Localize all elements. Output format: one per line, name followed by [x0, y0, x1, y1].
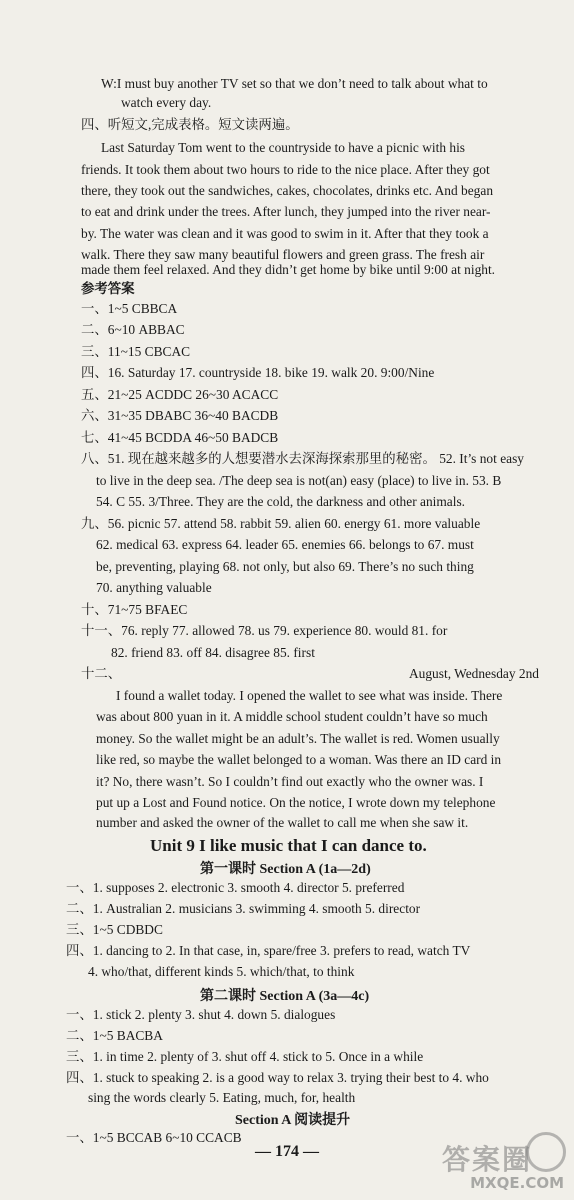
text-line: 十、71~75 BFAEC — [81, 602, 188, 617]
text-line: 一、1~5 BCCAB 6~10 CCACB — [66, 1130, 242, 1145]
watermark-ring-icon — [526, 1132, 566, 1172]
text-line: walk. There they saw many beautiful flowers and green grass. The fresh air — [81, 247, 485, 262]
text-line: 三、11~15 CBCAC — [81, 344, 191, 359]
text-line: made them feel relaxed. And they didn’t get home by bike until 9:00 at night. — [81, 262, 496, 277]
text-line: 四、听短文,完成表格。短文读两遍。 — [81, 117, 299, 132]
text-line: W:I must buy another TV set so that we don’t need to talk about what to — [101, 76, 488, 91]
page-number: — 174 — — [255, 1143, 319, 1160]
text-line: 三、1. in time 2. plenty of 3. shut off 4. stick to 5. Once in a while — [66, 1049, 424, 1064]
text-line: 五、21~25 ACDDC 26~30 ACACC — [81, 387, 279, 402]
text-line: watch every day. — [121, 95, 212, 110]
text-line: 八、51. 现在越来越多的人想要潜水去深海探索那里的秘密。 52. It’s not easy — [81, 451, 524, 466]
text-line: there, they took out the sandwiches, cakes, chocolates, drinks etc. And began — [81, 183, 494, 198]
text-line: 六、31~35 DBABC 36~40 BACDB — [81, 408, 279, 423]
text-line: 54. C 55. 3/Three. They are the cold, the darkness and other animals. — [96, 494, 466, 509]
text-line: be, preventing, playing 68. not only, but also 69. There’s no such thing — [96, 559, 474, 574]
text-line: 十一、76. reply 77. allowed 78. us 79. experience 80. would 81. for — [81, 623, 448, 638]
text-line: 82. friend 83. off 84. disagree 85. first — [111, 645, 315, 660]
text-line: 62. medical 63. express 64. leader 65. enemies 66. belongs to 67. must — [96, 537, 474, 552]
text-line: August, Wednesday 2nd — [409, 666, 539, 681]
text-line: was about 800 yuan in it. A middle school student couldn’t have so much — [96, 709, 488, 724]
text-line: 一、1~5 CBBCA — [81, 301, 178, 316]
text-line: 70. anything valuable — [96, 580, 212, 595]
text-line: to eat and drink under the trees. After lunch, they jumped into the river near- — [81, 204, 491, 219]
text-line: 三、1~5 CDBDC — [66, 922, 163, 937]
text-line: 四、1. dancing to 2. In that case, in, spare/free 3. prefers to read, watch TV — [66, 943, 471, 958]
text-line: 七、41~45 BCDDA 46~50 BADCB — [81, 430, 279, 445]
watermark-logo — [436, 1132, 566, 1194]
watermark-text-bottom: MXQE.COM — [470, 1174, 564, 1192]
text-line: 一、1. stick 2. plenty 3. shut 4. down 5. dialogues — [66, 1007, 336, 1022]
text-line: 二、1~5 BACBA — [66, 1028, 163, 1043]
text-line: 一、1. supposes 2. electronic 3. smooth 4. director 5. preferred — [66, 880, 405, 895]
text-line: Last Saturday Tom went to the countryside to have a picnic with his — [101, 140, 466, 155]
text-line: 二、1. Australian 2. musicians 3. swimming 4. smooth 5. director — [66, 901, 421, 916]
section-heading-2: 第二课时 Section A (3a—4c) — [200, 989, 370, 1004]
text-line: to live in the deep sea. /The deep sea is not(an) easy (place) to live in. 53. B — [96, 473, 502, 488]
text-line: by. The water was clean and it was good to swim in it. After that they took a — [81, 226, 489, 241]
text-line: 二、6~10 ABBAC — [81, 322, 185, 337]
text-line: number and asked the owner of the wallet to call me when she saw it. — [96, 815, 469, 830]
text-line: 四、16. Saturday 17. countryside 18. bike 19. walk 20. 9:00/Nine — [81, 365, 435, 380]
text-line: put up a Lost and Found notice. On the notice, I wrote down my telephone — [96, 795, 496, 810]
section-heading-1: 第一课时 Section A (1a—2d) — [200, 862, 371, 877]
text-line: I found a wallet today. I opened the wallet to see what was inside. There — [116, 688, 503, 703]
text-line: 九、56. picnic 57. attend 58. rabbit 59. alien 60. energy 61. more valuable — [81, 516, 481, 531]
text-line: it? No, there wasn’t. So I couldn’t find out exactly who the owner was. I — [96, 774, 484, 789]
text-line: 十二、 — [81, 666, 122, 681]
text-line: 4. who/that, different kinds 5. which/that, to think — [88, 964, 355, 979]
section-heading-3: Section A 阅读提升 — [235, 1113, 351, 1128]
text-line: like red, so maybe the wallet belonged to a woman. Was there an ID card in — [96, 752, 502, 767]
text-line: 参考答案 — [81, 281, 135, 296]
text-line: 四、1. stuck to speaking 2. is a good way to relax 3. trying their best to 4. who — [66, 1070, 489, 1085]
text-line: friends. It took them about two hours to ride to the nice place. After they got — [81, 162, 490, 177]
text-line: sing the words clearly 5. Eating, much, for, health — [88, 1090, 356, 1105]
unit-title: Unit 9 I like music that I can dance to. — [150, 836, 427, 855]
text-line: money. So the wallet might be an adult’s. The wallet is red. Women usually — [96, 731, 500, 746]
watermark-text-top: 答案圈 — [441, 1143, 532, 1176]
